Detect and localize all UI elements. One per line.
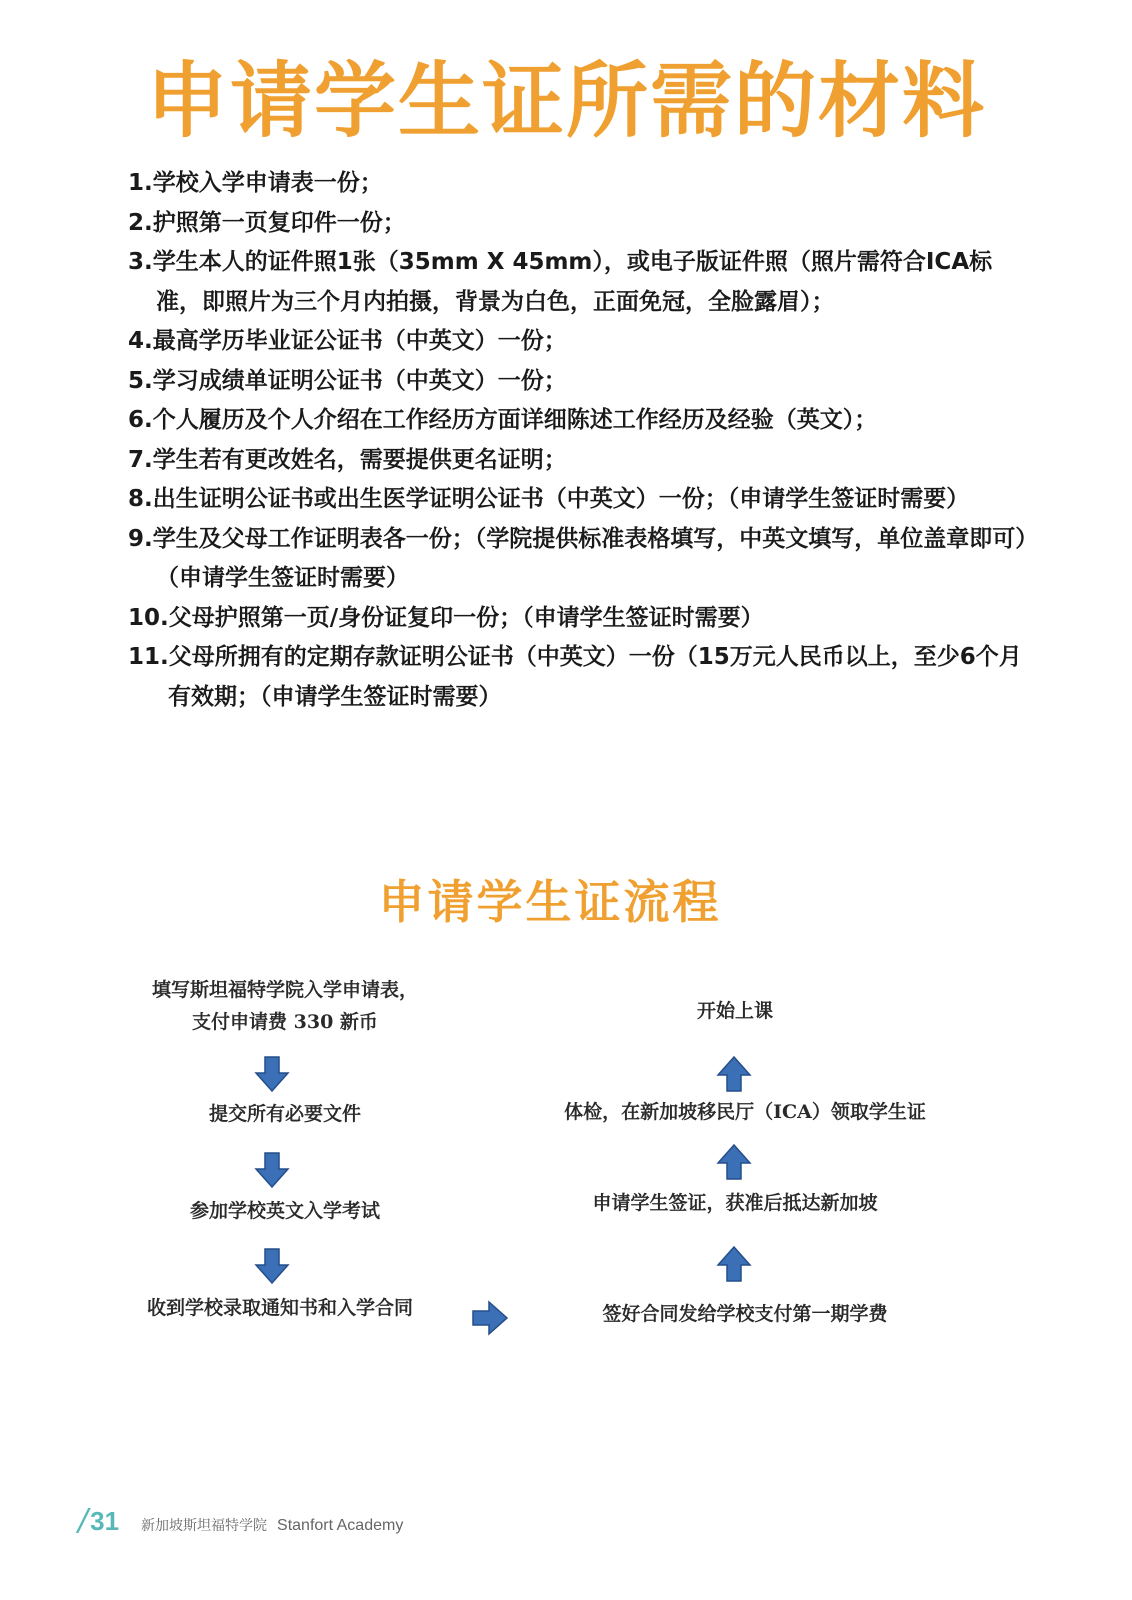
requirement-item: [128, 441, 1028, 481]
requirement-number: 5.: [128, 367, 153, 394]
arrow-down-icon: [252, 1150, 292, 1190]
flow-step-start-class: 开始上课: [696, 1000, 773, 1022]
arrow-down-icon: [252, 1054, 292, 1094]
arrow-right-icon: [470, 1298, 510, 1338]
requirement-number: 3.: [128, 249, 153, 275]
requirement-item: [128, 638, 1028, 717]
requirement-text: 学生本人的证件照1张（35mm X 45mm），或电子版证件照（照片需符合ICA标准，即照片为三个月内拍摄，背景为白色，正面免冠，全脸露眉）；: [152, 249, 993, 315]
requirement-text: 护照第一页复印件一份；: [152, 209, 406, 236]
requirement-item: [128, 204, 1028, 244]
page-title: 申请学生证所需的材料: [145, 54, 986, 149]
requirement-item: [128, 362, 1028, 402]
arrow-up-icon: [714, 1244, 754, 1284]
flow-step-application-form: 填写斯坦福特学院入学申请表，: [151, 979, 418, 1001]
requirement-item: [128, 164, 1028, 204]
requirement-item: [128, 480, 1028, 520]
requirement-text: 学生若有更改姓名，需要提供更名证明；: [152, 446, 567, 473]
requirements-list: [128, 164, 1028, 717]
requirement-number: 11.: [128, 644, 169, 670]
flow-step-offer-letter: 收到学校录取通知书和入学合同: [146, 1297, 413, 1319]
requirement-text: 学生及父母工作证明表各一份；（学院提供标准表格填写，中英文填写，单位盖章即可）（申请学生签证时需要）: [152, 525, 1027, 591]
requirement-number: 9.: [128, 525, 153, 552]
requirement-item: [128, 401, 1028, 441]
requirement-item: [128, 599, 1028, 639]
requirement-number: 8.: [128, 486, 153, 512]
requirement-item: [128, 520, 1028, 599]
requirement-text: 个人履历及个人介绍在工作经历方面详细陈述工作经历及经验（英文）；: [152, 407, 878, 433]
footer-school-name-en: Stanfort Academy: [277, 1517, 404, 1534]
page-footer: [78, 1503, 403, 1543]
requirement-text: 学习成绩单证明公证书（中英文）一份；: [152, 367, 567, 394]
arrow-up-icon: [714, 1054, 754, 1094]
requirement-number: 6.: [128, 407, 153, 433]
flow-step-student-visa: 申请学生签证，获准后抵达新加坡: [592, 1192, 878, 1214]
process-title: 申请学生证流程: [378, 875, 722, 929]
requirement-item: [128, 322, 1028, 362]
requirement-text: 父母护照第一页/身份证复印一份；（申请学生签证时需要）: [168, 604, 764, 631]
requirement-item: [128, 243, 1028, 322]
requirement-number: 7.: [128, 446, 153, 473]
flow-step-sign-contract: 签好合同发给学校支付第一期学费: [602, 1303, 888, 1325]
arrow-up-icon: [714, 1142, 754, 1182]
flow-step-english-test: 参加学校英文入学考试: [189, 1200, 380, 1222]
flow-step-submit-documents: 提交所有必要文件: [208, 1103, 361, 1125]
page-number: 31: [90, 1506, 120, 1536]
arrow-down-icon: [252, 1246, 292, 1286]
requirement-number: 4.: [128, 328, 153, 354]
requirement-number: 2.: [128, 209, 153, 236]
footer-school-name-cn: 新加坡斯坦福特学院: [141, 1518, 268, 1534]
footer-slash-decoration: /: [78, 1503, 89, 1538]
requirement-number: 1.: [128, 170, 153, 196]
requirement-number: 10.: [128, 604, 169, 631]
requirement-text: 学校入学申请表一份；: [152, 170, 383, 196]
flow-step-medical-check: 体检，在新加坡移民厅（ICA）领取学生证: [564, 1101, 926, 1123]
requirement-text: 父母所拥有的定期存款证明公证书（中英文）一份（15万元人民币以上，至少6个月有效期；（申请学生签证时需要）: [168, 644, 1022, 710]
requirement-text: 最高学历毕业证公证书（中英文）一份；: [152, 328, 567, 354]
flow-step-application-fee: 支付申请费 330 新币: [192, 1011, 378, 1033]
requirement-text: 出生证明公证书或出生医学证明公证书（中英文）一份；（申请学生签证时需要）: [152, 486, 970, 512]
